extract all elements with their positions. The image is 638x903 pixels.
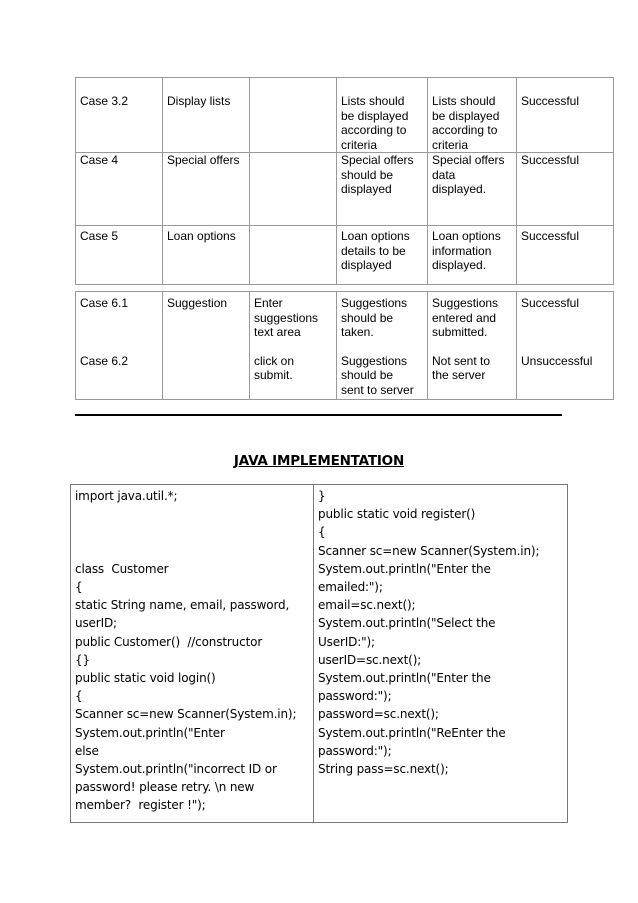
code-line: userID; [75, 616, 117, 631]
case-id-cell: Case 6.1 Case 6.2 [76, 292, 163, 400]
table-row [76, 226, 614, 285]
expected-result-cell: Suggestions should be taken. Suggestions should be sent to server [337, 292, 428, 400]
table-row [76, 78, 614, 153]
table-row [71, 485, 568, 823]
status-cell: Successful [517, 78, 614, 153]
case-id-cell: Case 3.2 [76, 78, 163, 153]
code-column-left [71, 485, 314, 823]
action-cell [250, 226, 337, 285]
code-line: System.out.println("Enter the [318, 671, 491, 686]
code-line: password:"); [318, 743, 392, 758]
code-line: {} [75, 652, 90, 667]
code-line: password=sc.next(); [318, 707, 439, 722]
feature-cell: Loan options [163, 226, 250, 285]
code-line: System.out.println("Enter the [318, 561, 491, 576]
actual-result-cell: Suggestions entered and submitted. Not sent to the server [428, 292, 517, 400]
code-line: userID=sc.next(); [318, 652, 422, 667]
code-line: password:"); [318, 689, 392, 704]
test-case-table-2 [75, 291, 614, 400]
code-line: System.out.println("ReEnter the [318, 725, 506, 740]
code-line: public Customer() //constructor [75, 634, 263, 649]
code-line: { [75, 579, 83, 594]
code-line: System.out.println("Select the [318, 616, 496, 631]
code-line: member? register !"); [75, 798, 206, 813]
table-row [76, 153, 614, 226]
code-line: static String name, email, password, [75, 598, 290, 613]
status-cell: Successful [517, 153, 614, 226]
action-cell [250, 78, 337, 153]
code-line: { [318, 525, 326, 540]
code-line: System.out.println("Enter [75, 725, 225, 740]
case-id-cell: Case 4 [76, 153, 163, 226]
feature-cell: Suggestion [163, 292, 250, 400]
code-line: } [318, 489, 326, 503]
code-column-right [314, 485, 568, 823]
actual-result-cell: Loan options information displayed. [428, 226, 517, 285]
code-line: String pass=sc.next(); [318, 762, 449, 777]
code-line: UserID:"); [318, 634, 375, 649]
expected-result-cell: Lists should be displayed according to criteria [337, 78, 428, 153]
code-line: emailed:"); [318, 580, 383, 595]
code-line: Scanner sc=new Scanner(System.in); [75, 707, 297, 722]
code-line: class Customer [75, 561, 169, 576]
code-line: { [75, 689, 83, 704]
horizontal-divider [75, 414, 562, 416]
code-line: else [75, 743, 99, 758]
code-line: Scanner sc=new Scanner(System.in); [318, 543, 540, 558]
code-line: System.out.println("incorrect ID or [75, 762, 277, 776]
table-row [76, 292, 614, 400]
code-line: email=sc.next(); [318, 598, 416, 613]
actual-result-cell: Special offers data displayed. [428, 153, 517, 226]
action-cell [250, 153, 337, 226]
status-cell: Successful Unsuccessful [517, 292, 614, 400]
code-line: password! please retry. \n new [75, 780, 255, 795]
section-heading: JAVA IMPLEMENTATION [233, 453, 405, 469]
expected-result-cell: Loan options details to be displayed [337, 226, 428, 285]
java-code-table [70, 484, 568, 823]
feature-cell: Display lists [163, 78, 250, 153]
code-line: public static void login() [75, 670, 216, 685]
expected-result-cell: Special offers should be displayed [337, 153, 428, 226]
code-line: public static void register() [318, 507, 476, 522]
feature-cell: Special offers [163, 153, 250, 226]
action-cell: Enter suggestions text area click on submit. [250, 292, 337, 400]
code-line: import java.util.*; [75, 489, 178, 503]
case-id-cell: Case 5 [76, 226, 163, 285]
test-case-table-1 [75, 77, 614, 285]
status-cell: Successful [517, 226, 614, 285]
actual-result-cell: Lists should be displayed according to criteria [428, 78, 517, 153]
